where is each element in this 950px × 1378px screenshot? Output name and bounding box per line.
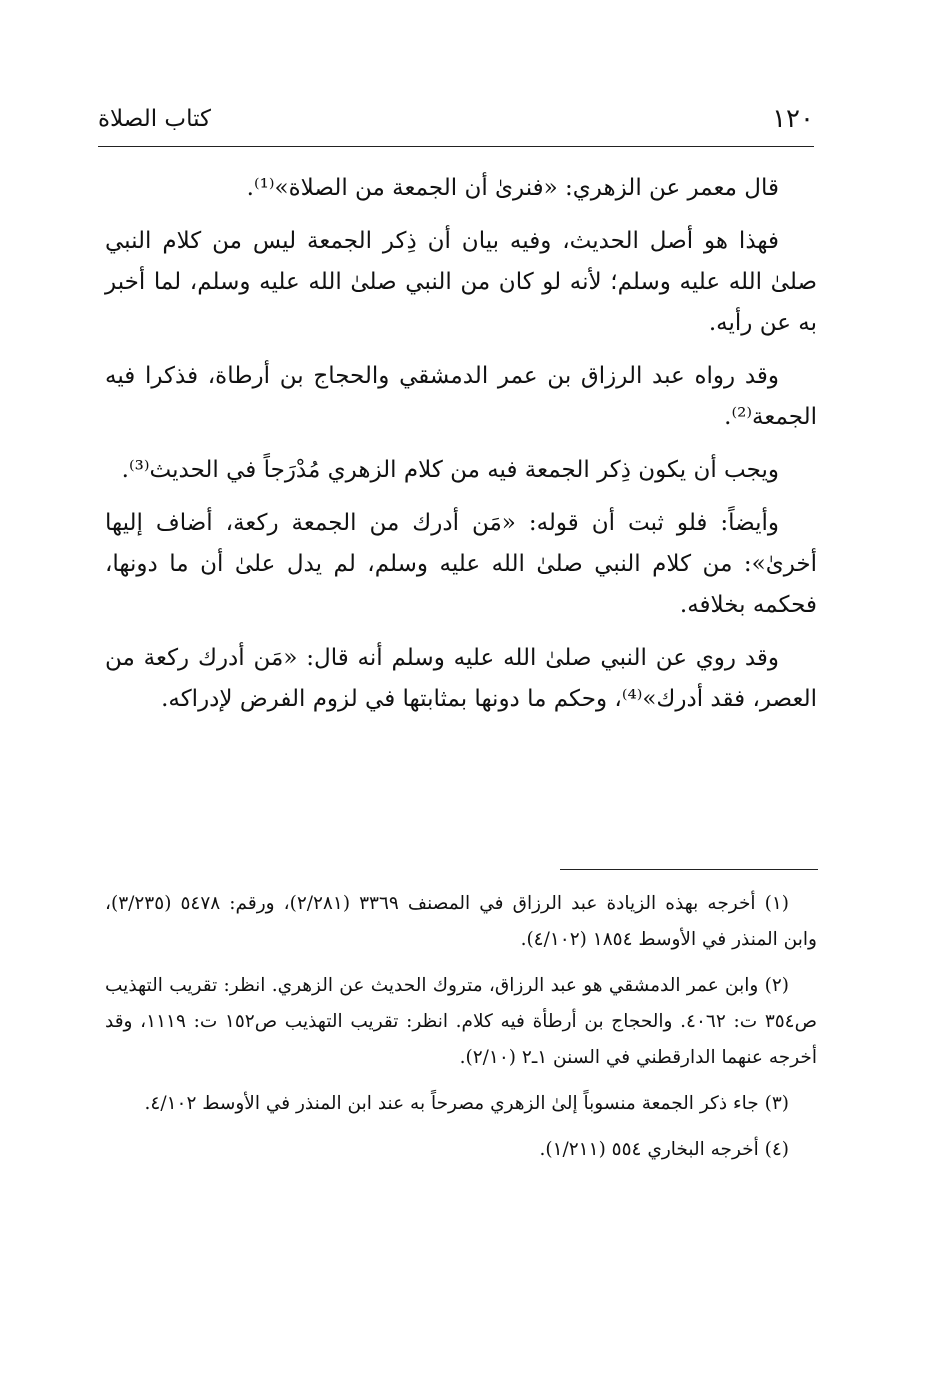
paragraph: وقد رواه عبد الرزاق بن عمر الدمشقي والحجاج بن أرطاة، فذكرا فيه الجمعة⁽²⁾. xyxy=(105,363,817,430)
main-text xyxy=(105,168,817,732)
paragraph: وأيضاً: فلو ثبت أن قوله: «مَن أدرك من الجمعة ركعة، أضاف إليها أخرىٰ»: من كلام النبي صلىٰ الله عليه وسلم، لم يدل علىٰ أن ما دونها، فحكمه بخلافه. xyxy=(105,510,817,618)
footnote: (٤) أخرجه البخاري ٥٥٤ (١/٢١١). xyxy=(539,1139,789,1160)
paragraph: فهذا هو أصل الحديث، وفيه بيان أن ذِكر الجمعة ليس من كلام النبي صلىٰ الله عليه وسلم؛ لأنه لو كان من النبي صلىٰ الله عليه وسلم، لما أخبر به عن رأيه. xyxy=(105,228,817,336)
footnote: (٢) وابن عمر الدمشقي هو عبد الرزاق، متروك الحديث عن الزهري. انظر: تقريب التهذيب ص٣٥٤ ت: ٤٠٦٢. والحجاج بن أرطأة فيه كلام. انظر: تقريب التهذيب ص١٥٢ ت: ١١١٩، وقد أخرجه عنهما الدارقطني في السنن ١ـ٢ (٢/١٠). xyxy=(105,975,817,1068)
section-title: كتاب الصلاة xyxy=(98,106,211,132)
page-header xyxy=(98,100,814,147)
paragraph: وقد روي عن النبي صلىٰ الله عليه وسلم أنه قال: «مَن أدرك ركعة من العصر، فقد أدرك»⁽⁴⁾، وحكم ما دونها بمثابتها في لزوم الفرض لإدراكه. xyxy=(105,645,817,712)
paragraph: ويجب أن يكون ذِكر الجمعة فيه من كلام الزهري مُدْرَجاً في الحديث⁽³⁾. xyxy=(121,457,779,483)
footnote-separator xyxy=(560,869,818,870)
paragraph: قال معمر عن الزهري: «فنرىٰ أن الجمعة من الصلاة»⁽¹⁾. xyxy=(246,175,779,201)
footnote: (١) أخرجه بهذه الزيادة عبد الرزاق في المصنف ٣٣٦٩ (٢/٢٨١)، ورقم: ٥٤٧٨ (٣/٢٣٥)، وابن المنذر في الأوسط ١٨٥٤ (٤/١٠٢). xyxy=(105,893,817,950)
page-number: ١٢٠ xyxy=(772,104,814,134)
footnotes xyxy=(105,886,817,1178)
footnote: (٣) جاء ذكر الجمعة منسوباً إلىٰ الزهري مصرحاً به عند ابن المنذر في الأوسط ٤/١٠٢. xyxy=(144,1093,789,1114)
